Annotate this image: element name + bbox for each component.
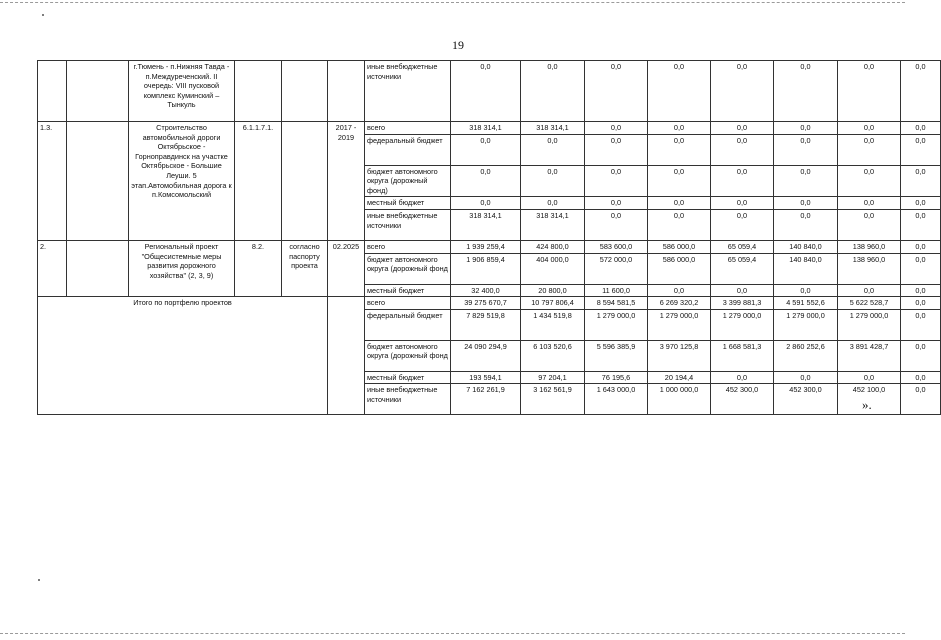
value-cell: 0,0 [648,122,711,135]
funding-source-cell: местный бюджет [365,371,451,384]
value-cell: 138 960,0 [838,240,901,253]
value-cell: 0,0 [648,61,711,122]
period-cell: 02.2025 [328,240,365,296]
value-cell: 1 279 000,0 [585,309,648,340]
period-cell: 2017 - 2019 [328,122,365,241]
basis-cell: согласно паспорту проекта [282,240,328,296]
value-cell: 0,0 [521,165,585,197]
value-cell: 76 195,6 [585,371,648,384]
closing-quote-mark: ». [862,397,872,412]
funding-source-cell: местный бюджет [365,284,451,297]
value-cell: 0,0 [451,61,521,122]
funding-source-cell: бюджет автономного округа (дорожный фонд [365,253,451,284]
value-cell: 11 600,0 [585,284,648,297]
value-cell: 3 891 428,7 [838,340,901,371]
value-cell: 5 596 385,9 [585,340,648,371]
value-cell: 0,0 [585,165,648,197]
value-cell: 0,0 [901,209,941,240]
value-cell: 138 960,0 [838,253,901,284]
spacer-cell [67,240,129,296]
value-cell: 1 000 000,0 [648,384,711,415]
value-cell: 4 591 552,6 [774,297,838,310]
value-cell: 318 314,1 [451,122,521,135]
value-cell: 97 204,1 [521,371,585,384]
value-cell: 65 059,4 [711,253,774,284]
row-number-cell [38,61,67,122]
value-cell: 0,0 [901,240,941,253]
value-cell: 0,0 [901,165,941,197]
value-cell: 0,0 [585,134,648,165]
value-cell: 65 059,4 [711,240,774,253]
value-cell: 0,0 [521,134,585,165]
value-cell: 0,0 [838,61,901,122]
value-cell: 0,0 [901,371,941,384]
value-cell: 3 162 561,9 [521,384,585,415]
value-cell: 318 314,1 [521,209,585,240]
value-cell: 452 300,0 [774,384,838,415]
value-cell: 1 668 581,3 [711,340,774,371]
object-name-cell: г.Тюмень - п.Нижняя Тавда - п.Междуреченский. II очередь: VIII пусковой комплекс Куминский – Тынкуль [129,61,235,122]
value-cell: 1 279 000,0 [711,309,774,340]
value-cell: 0,0 [838,284,901,297]
funding-source-cell: иные внебюджетные источники [365,61,451,122]
value-cell: 0,0 [901,297,941,310]
code-cell: 6.1.1.7.1. [235,122,282,241]
value-cell: 0,0 [585,209,648,240]
funding-source-cell: бюджет автономного округа (дорожный фонд [365,340,451,371]
value-cell: 32 400,0 [451,284,521,297]
value-cell: 1 643 000,0 [585,384,648,415]
value-cell: 0,0 [901,197,941,210]
value-cell: 0,0 [901,134,941,165]
value-cell: 0,0 [711,122,774,135]
table-row [38,240,941,253]
value-cell: 318 314,1 [451,209,521,240]
basis-cell [282,122,328,241]
value-cell: 1 939 259,4 [451,240,521,253]
value-cell: 0,0 [451,134,521,165]
value-cell: 5 622 528,7 [838,297,901,310]
portfolio-total-label: Итого по портфелю проектов [38,297,328,415]
value-cell: 0,0 [585,61,648,122]
value-cell: 1 279 000,0 [774,309,838,340]
value-cell: 0,0 [648,197,711,210]
object-name-cell: Строительство автомобильной дороги Октябрьское - Горноправдинск на участке Октябрьское - Большие Леуши. 5 этап.Автомобильная дорога к п.Комсомольский [129,122,235,241]
value-cell: 0,0 [774,284,838,297]
funding-source-cell: местный бюджет [365,197,451,210]
value-cell: 20 194,4 [648,371,711,384]
value-cell: 0,0 [451,165,521,197]
spacer-cell [67,122,129,241]
funding-source-cell: всего [365,240,451,253]
value-cell: 0,0 [521,197,585,210]
period-cell [328,61,365,122]
value-cell: 0,0 [451,197,521,210]
value-cell: 0,0 [521,61,585,122]
funding-source-cell: иные внебюджетные источники [365,384,451,415]
value-cell: 193 594,1 [451,371,521,384]
table-row [38,122,941,135]
scan-bottom-edge [0,633,905,634]
value-cell: 0,0 [838,165,901,197]
value-cell: 0,0 [901,309,941,340]
value-cell: 452 100,0 [838,384,901,415]
value-cell: 0,0 [648,165,711,197]
value-cell: 0,0 [585,197,648,210]
value-cell: 3 399 881,3 [711,297,774,310]
value-cell: 583 600,0 [585,240,648,253]
value-cell: 10 797 806,4 [521,297,585,310]
value-cell: 20 800,0 [521,284,585,297]
value-cell: 0,0 [774,134,838,165]
value-cell: 0,0 [774,197,838,210]
value-cell: 0,0 [838,371,901,384]
funding-source-cell: федеральный бюджет [365,309,451,340]
value-cell: 0,0 [901,284,941,297]
value-cell: 24 090 294,9 [451,340,521,371]
value-cell: 586 000,0 [648,240,711,253]
value-cell: 0,0 [901,122,941,135]
value-cell: 0,0 [838,197,901,210]
value-cell: 6 103 520,6 [521,340,585,371]
value-cell: 0,0 [901,253,941,284]
value-cell: 0,0 [585,122,648,135]
value-cell: 1 279 000,0 [838,309,901,340]
value-cell: 0,0 [901,384,941,415]
value-cell: 0,0 [838,122,901,135]
value-cell: 0,0 [648,209,711,240]
object-name-cell: Региональный проект "Общесистемные меры развития дорожного хозяйства" (2, 3, 9) [129,240,235,296]
value-cell: 7 162 261,9 [451,384,521,415]
code-cell: 8.2. [235,240,282,296]
funding-source-cell: бюджет автономного округа (дорожный фонд) [365,165,451,197]
value-cell: 140 840,0 [774,253,838,284]
spacer-cell [67,61,129,122]
value-cell: 1 906 859,4 [451,253,521,284]
value-cell: 0,0 [901,61,941,122]
value-cell: 3 970 125,8 [648,340,711,371]
value-cell: 6 269 320,2 [648,297,711,310]
code-cell [235,61,282,122]
value-cell: 0,0 [711,165,774,197]
value-cell: 2 860 252,6 [774,340,838,371]
value-cell: 0,0 [648,134,711,165]
value-cell: 39 275 670,7 [451,297,521,310]
funding-source-cell: всего [365,297,451,310]
value-cell: 318 314,1 [521,122,585,135]
value-cell: 0,0 [838,209,901,240]
basis-cell [282,61,328,122]
page-number: 19 [452,38,464,52]
value-cell: 404 000,0 [521,253,585,284]
table-row [38,61,941,122]
value-cell: 0,0 [774,209,838,240]
value-cell: 0,0 [648,284,711,297]
value-cell: 0,0 [901,340,941,371]
value-cell: 1 434 519,8 [521,309,585,340]
value-cell: 140 840,0 [774,240,838,253]
funding-source-cell: всего [365,122,451,135]
value-cell: 0,0 [711,134,774,165]
value-cell: 7 829 519,8 [451,309,521,340]
value-cell: 0,0 [774,61,838,122]
value-cell: 0,0 [774,122,838,135]
value-cell: 8 594 581,5 [585,297,648,310]
row-number-cell: 1.3. [38,122,67,241]
value-cell: 586 000,0 [648,253,711,284]
value-cell: 572 000,0 [585,253,648,284]
value-cell: 0,0 [711,61,774,122]
row-number-cell: 2. [38,240,67,296]
value-cell: 0,0 [711,209,774,240]
value-cell: 0,0 [711,284,774,297]
funding-source-cell: федеральный бюджет [365,134,451,165]
value-cell: 0,0 [774,165,838,197]
value-cell: 452 300,0 [711,384,774,415]
funding-source-cell: иные внебюджетные источники [365,209,451,240]
table-row [38,297,941,310]
value-cell: 0,0 [838,134,901,165]
value-cell: 0,0 [711,371,774,384]
scan-top-edge [0,2,905,3]
budget-table [37,60,941,415]
value-cell: 0,0 [774,371,838,384]
value-cell: 0,0 [711,197,774,210]
period-cell [328,297,365,415]
scan-speck [38,579,40,581]
value-cell: 1 279 000,0 [648,309,711,340]
scan-speck [42,14,44,16]
value-cell: 424 800,0 [521,240,585,253]
